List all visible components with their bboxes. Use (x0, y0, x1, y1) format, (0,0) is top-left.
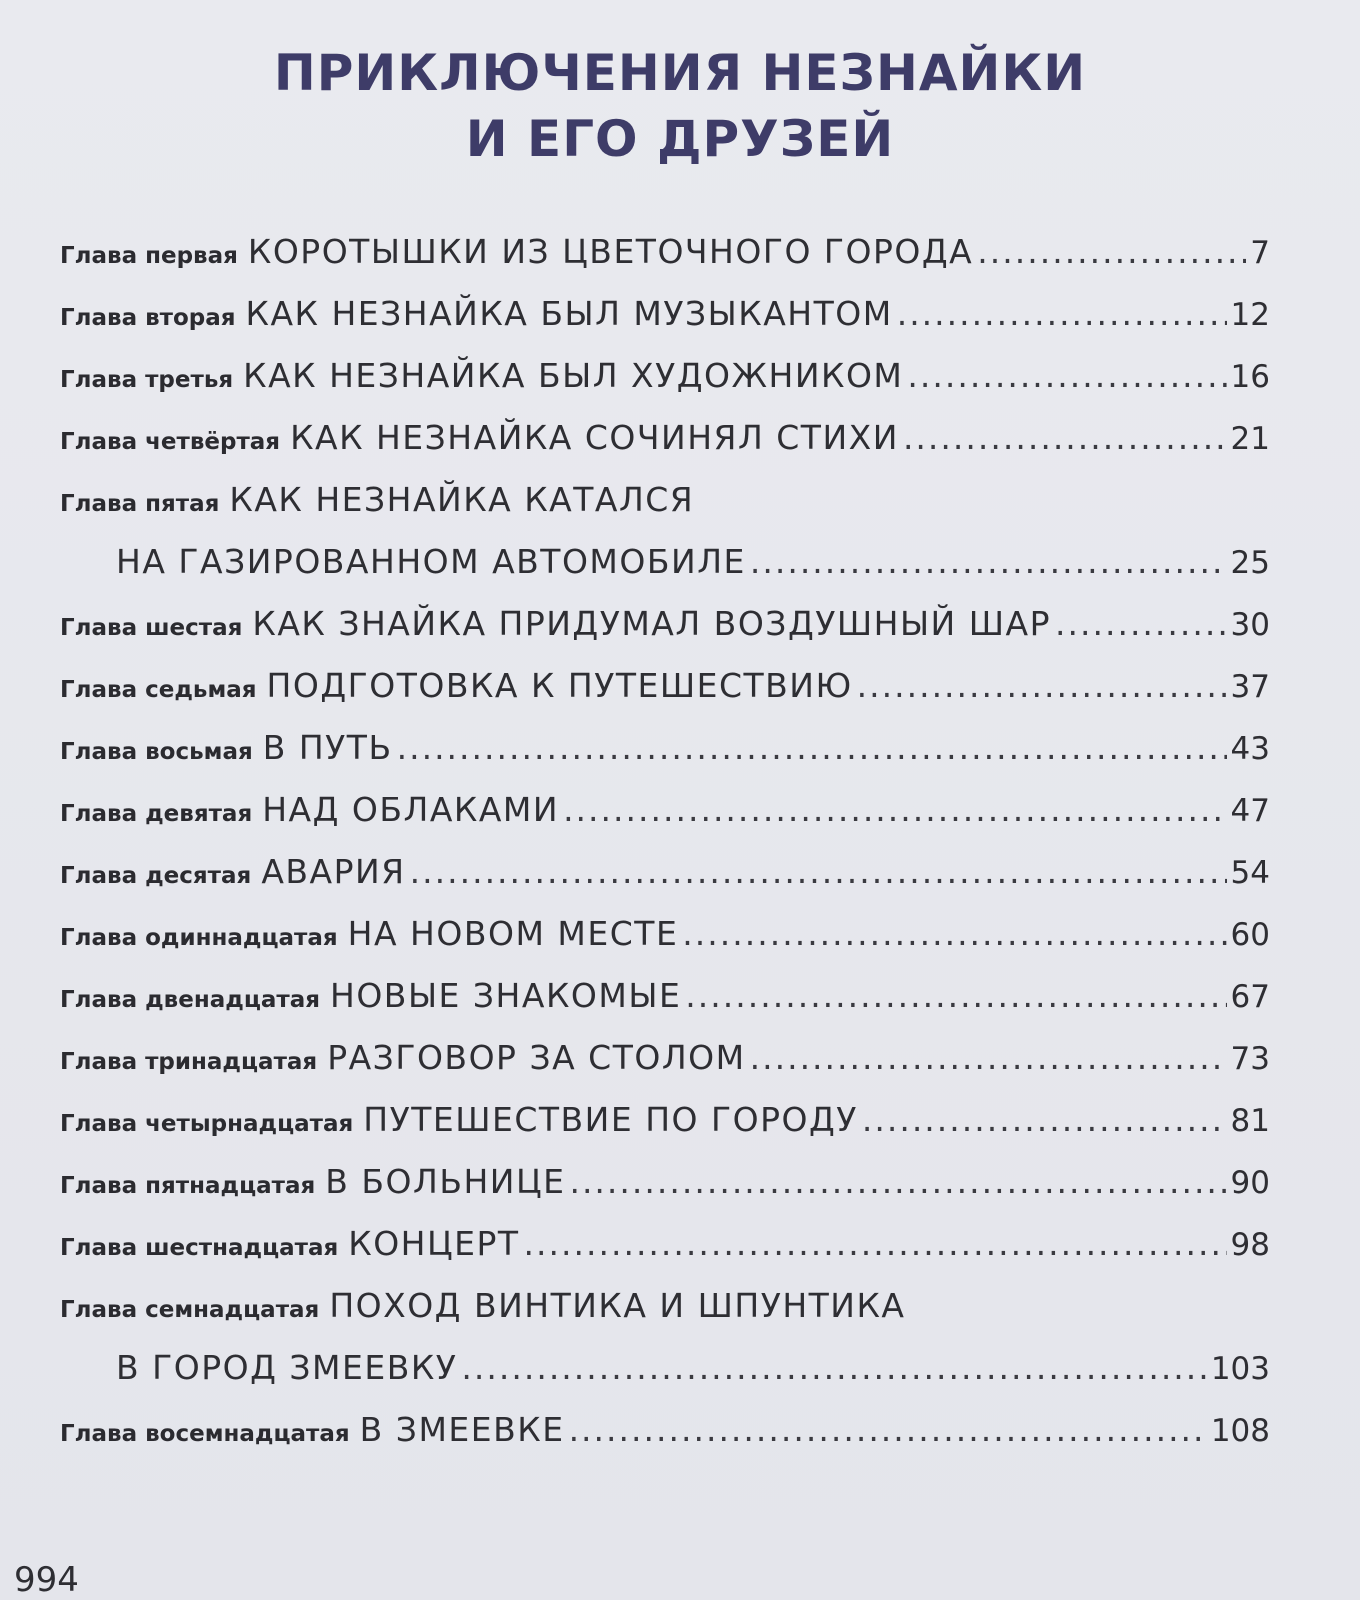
toc-entry (60, 852, 1270, 914)
chapter-label: Глава седьмая (60, 677, 257, 703)
chapter-page-number: 108 (1210, 1413, 1270, 1449)
dot-leader (563, 790, 1226, 829)
toc-entry (60, 480, 1270, 542)
chapter-label: Глава семнадцатая (60, 1297, 320, 1323)
chapter-title-continuation: НА ГАЗИРОВАННОМ АВТОМОБИЛЕ (116, 542, 746, 581)
chapter-title: КАК НЕЗНАЙКА БЫЛ МУЗЫКАНТОМ (245, 294, 893, 333)
chapter-label: Глава девятая (60, 801, 253, 827)
toc-entry-continuation (60, 1348, 1270, 1410)
dot-leader (750, 542, 1227, 581)
chapter-label: Глава пятнадцатая (60, 1173, 316, 1199)
dot-leader (1055, 604, 1227, 643)
chapter-title: В ПУТЬ (262, 728, 393, 767)
dot-leader (685, 976, 1226, 1015)
chapter-label: Глава четырнадцатая (60, 1111, 354, 1137)
chapter-title: КАК НЕЗНАЙКА БЫЛ ХУДОЖНИКОМ (243, 356, 904, 395)
chapter-page-number: 73 (1230, 1041, 1270, 1077)
chapter-label: Глава десятая (60, 863, 252, 889)
chapter-label: Глава третья (60, 367, 234, 393)
chapter-label: Глава восемнадцатая (60, 1421, 350, 1447)
chapter-title: КАК ЗНАЙКА ПРИДУМАЛ ВОЗДУШНЫЙ ШАР (252, 604, 1051, 643)
chapter-page-number: 67 (1230, 979, 1270, 1015)
toc-entry (60, 790, 1270, 852)
dot-leader (897, 294, 1227, 333)
chapter-label: Глава шестая (60, 615, 243, 641)
chapter-title: ПОХОД ВИНТИКА И ШПУНТИКА (329, 1286, 906, 1325)
toc-entry-continuation (60, 542, 1270, 604)
chapter-label: Глава тринадцатая (60, 1049, 318, 1075)
chapter-title: КАК НЕЗНАЙКА КАТАЛСЯ (229, 480, 695, 519)
chapter-page-number: 47 (1230, 793, 1270, 829)
toc-entry (60, 1100, 1270, 1162)
chapter-title: РАЗГОВОР ЗА СТОЛОМ (327, 1038, 746, 1077)
chapter-label: Глава шестнадцатая (60, 1235, 339, 1261)
toc-entry (60, 1224, 1270, 1286)
toc-entry (60, 1162, 1270, 1224)
chapter-title: ПУТЕШЕСТВИЕ ПО ГОРОДУ (363, 1100, 858, 1139)
title-line-2: И ЕГО ДРУЗЕЙ (465, 110, 895, 168)
dot-leader (862, 1100, 1227, 1139)
chapter-title: АВАРИЯ (261, 852, 406, 891)
chapter-page-number: 21 (1230, 421, 1270, 457)
chapter-title: КАК НЕЗНАЙКА СОЧИНЯЛ СТИХИ (290, 418, 899, 457)
page-number: 994 (14, 1560, 79, 1600)
toc-entry (60, 232, 1270, 294)
toc-entry (60, 1286, 1270, 1348)
chapter-page-number: 25 (1230, 545, 1270, 581)
chapter-page-number: 90 (1230, 1165, 1270, 1201)
chapter-title: НАД ОБЛАКАМИ (262, 790, 560, 829)
toc-entry (60, 728, 1270, 790)
toc-entry (60, 1038, 1270, 1100)
dot-leader (569, 1410, 1207, 1449)
chapter-title-continuation: В ГОРОД ЗМЕЕВКУ (116, 1348, 458, 1387)
dot-leader (857, 666, 1227, 705)
chapter-title: НА НОВОМ МЕСТЕ (347, 914, 679, 953)
chapter-title: В ЗМЕЕВКЕ (359, 1410, 565, 1449)
toc-entry (60, 418, 1270, 480)
chapter-title: НОВЫЕ ЗНАКОМЫЕ (330, 976, 682, 1015)
dot-leader (903, 418, 1227, 457)
dot-leader (461, 1348, 1206, 1387)
chapter-title: КОРОТЫШКИ ИЗ ЦВЕТОЧНОГО ГОРОДА (247, 232, 974, 271)
dot-leader (682, 914, 1226, 953)
toc-entry (60, 914, 1270, 976)
chapter-title: КОНЦЕРТ (348, 1224, 520, 1263)
chapter-page-number: 81 (1230, 1103, 1270, 1139)
chapter-page-number: 12 (1230, 297, 1270, 333)
dot-leader (524, 1224, 1227, 1263)
toc-entry (60, 976, 1270, 1038)
chapter-label: Глава вторая (60, 305, 236, 331)
toc-entry (60, 294, 1270, 356)
chapter-label: Глава двенадцатая (60, 987, 321, 1013)
chapter-page-number: 98 (1230, 1227, 1270, 1263)
chapter-page-number: 7 (1250, 235, 1270, 271)
title-line-1: ПРИКЛЮЧЕНИЯ НЕЗНАЙКИ (273, 44, 1087, 102)
toc-entry (60, 1410, 1270, 1472)
chapter-page-number: 54 (1230, 855, 1270, 891)
chapter-page-number: 43 (1230, 731, 1270, 767)
chapter-title: ПОДГОТОВКА К ПУТЕШЕСТВИЮ (266, 666, 853, 705)
toc-entry (60, 666, 1270, 728)
chapter-page-number: 60 (1230, 917, 1270, 953)
chapter-label: Глава пятая (60, 491, 220, 517)
dot-leader (569, 1162, 1226, 1201)
dot-leader (410, 852, 1227, 891)
chapter-page-number: 30 (1230, 607, 1270, 643)
page-title (0, 40, 1360, 172)
chapter-label: Глава первая (60, 243, 238, 269)
chapter-page-number: 37 (1230, 669, 1270, 705)
dot-leader (907, 356, 1226, 395)
toc-entry (60, 604, 1270, 666)
chapter-page-number: 103 (1210, 1351, 1270, 1387)
toc-entry (60, 356, 1270, 418)
chapter-title: В БОЛЬНИЦЕ (325, 1162, 566, 1201)
dot-leader (397, 728, 1227, 767)
dot-leader (750, 1038, 1227, 1077)
chapter-label: Глава восьмая (60, 739, 253, 765)
chapter-label: Глава четвёртая (60, 429, 281, 455)
chapter-label: Глава одиннадцатая (60, 925, 338, 951)
chapter-page-number: 16 (1230, 359, 1270, 395)
dot-leader (977, 232, 1246, 271)
table-of-contents (60, 232, 1270, 1472)
